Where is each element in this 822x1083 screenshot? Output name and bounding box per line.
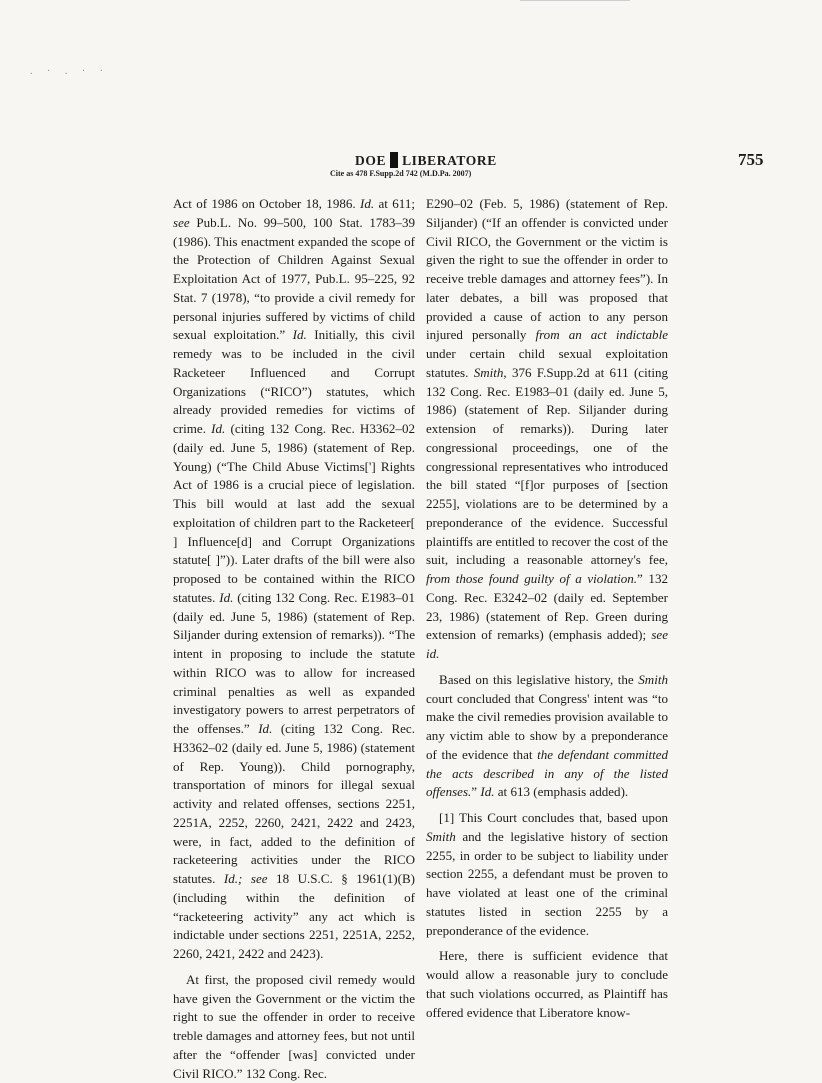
scan-specks: . · . · · xyxy=(30,66,109,77)
case-title-left: DOE xyxy=(355,153,387,168)
case-title xyxy=(355,152,497,169)
scan-edge-line xyxy=(520,0,630,1)
text-run: Pub.L. No. 99–500, 100 Stat. 1783–39 (1986). This enactment expanded the scope of the Protection of Children Against Sexual Exploitation Act of 1977, Pub.L. 95–225, 92 Stat. 7 (1978), “to provide a civil remedy for personal injuries suffered by victims of child sexual exploitation.” xyxy=(173,214,415,343)
right-paragraph-4: Here, there is sufficient evidence that would allow a reasonable jury to conclude that such violations occurred, as Plaintiff has offered evidence that Liberatore know- xyxy=(426,948,668,1020)
text-run: Based on this legislative history, the xyxy=(439,671,639,687)
citation-line: Cite as 478 F.Supp.2d 742 (M.D.Pa. 2007) xyxy=(330,169,472,178)
text-run: (citing 132 Cong. Rec. H3362–02 (daily ed. June 5, 1986) (statement of Rep. Young)). Child pornography, transportation of minors for illegal sexual activity and related offenses, sections 2251, 2251A, 2252, 2260, 2421, 2422 and 2423, were, in fact, added to the definition of racketeering activities under the RICO statutes. xyxy=(173,721,415,886)
text-run: and the legislative history of section 2255, in order to be subject to liability under section 2255, a defendant must be proven to have violated at least one of the criminal statutes listed in section 2255 by a preponderance of the evidence. xyxy=(426,828,668,938)
running-header xyxy=(0,152,822,192)
text-run-italic: Smith, xyxy=(473,364,507,380)
text-run-italic: Id. xyxy=(292,327,307,343)
text-run: (citing 132 Cong. Rec. E1983–01 (daily ed. June 5, 1986) (statement of Rep. Siljander during extension of remarks)). “The intent in proposing to include the statute within RICO was to allow for increased criminal penalties as well as expanded investigatory powers to arrest perpetrators of the offenses.” xyxy=(173,589,415,736)
text-run-italic: the defendant committed the acts described in any of the listed offenses. xyxy=(426,746,669,800)
case-title-right: LIBERATORE xyxy=(402,153,497,168)
text-run: 376 F.Supp.2d at 611 (citing 132 Cong. Rec. E1983–01 (daily ed. June 5, 1986) (statement of Rep. Siljander during extension of remarks)). During later congressional proceedings, one of the congressional representatives who introduced the bill stated “[f]or purposes of [section 2255], violations are to be determined by a preponderance of the evidence. Successful plaintiffs are entitled to recover the cost of the suit, including a reasonable attorney's fee, xyxy=(426,364,668,568)
text-run-italic: Id. xyxy=(258,721,273,736)
text-run-italic: Id. xyxy=(219,589,234,605)
text-run: at 611; xyxy=(374,196,415,211)
right-paragraph-1 xyxy=(426,195,668,664)
text-run-italic: Id. xyxy=(360,196,375,211)
redaction-bar xyxy=(390,152,398,168)
text-run-italic: from an act indictable xyxy=(535,327,668,343)
left-paragraph-1 xyxy=(173,195,415,964)
text-run: [1] This Court concludes that, based upon xyxy=(439,810,668,825)
text-run: 18 U.S.C. § 1961(1)(B) (including within the definition of “racketeering activity” any act which is indictable under sections 2251, 2251A, 2252, 2260, 2421, 2422 and 2423). xyxy=(173,871,415,961)
text-run: under certain child sexual exploitation statutes. xyxy=(426,346,668,380)
text-run-italic: Smith xyxy=(638,671,668,687)
left-paragraph-2: At first, the proposed civil remedy would have given the Government or the victim the right to sue the offender in order to receive treble damages and attorney fees, but not until after the “offender [was] convicted under Civil RICO.” 132 Cong. Rec. xyxy=(173,971,415,1081)
text-run-italic: Id. xyxy=(211,421,226,436)
right-paragraph-2 xyxy=(426,671,668,802)
left-column xyxy=(173,195,415,1083)
text-run-italic: Id. xyxy=(480,784,495,800)
text-run: at 613 (emphasis added). xyxy=(494,784,629,800)
right-paragraph-3 xyxy=(426,809,668,940)
text-run: court concluded that Congress' intent was “to make the civil remedies provision available to any victim able to show by a preponderance of the evidence that xyxy=(426,690,668,762)
text-run: Act of 1986 on October 18, 1986. xyxy=(173,196,361,211)
text-run-italic: see id. xyxy=(426,627,668,661)
text-run-italic: see xyxy=(173,214,190,230)
text-run: (citing 132 Cong. Rec. H3362–02 (daily ed. June 5, 1986) (statement of Rep. Young) (“The Child Abuse Victims['] Rights Act of 1986 is a crucial piece of legislation. This bill would at last add the sexual exploitation of children part to the Racketeer[ ] Influence[d] and Corrupt Organizations statute[ ]”)). Later drafts of the bill were also proposed to be contained within the RICO statutes. xyxy=(173,421,415,605)
text-run-italic: from those found guilty of a violation. xyxy=(426,571,638,586)
right-column xyxy=(426,195,668,1022)
text-run: E290–02 (Feb. 5, 1986) (statement of Rep. Siljander) (“If an offender is convicted under Civil RICO, the Government or the victim is given the right to sue the offender in order to receive treble damages and attorney fees”). In later debates, a bill was proposed that provided a cause of action to any person injured personally xyxy=(426,196,668,343)
text-run: Initially, this civil remedy was to be included in the civil Racketeer Influenced and Corrupt Organizations (“RICO”) statutes, which already provided remedies for victims of crime. xyxy=(173,327,416,436)
text-run-italic: Id.; see xyxy=(223,871,268,886)
page-number: 755 xyxy=(738,150,764,169)
text-run-italic: Smith xyxy=(426,828,456,844)
text-run: ” xyxy=(471,784,481,800)
text-run: ” 132 Cong. Rec. E3242–02 (daily ed. September 23, 1986) (statement of Rep. Green during extension of remarks) (emphasis added); xyxy=(426,571,668,643)
